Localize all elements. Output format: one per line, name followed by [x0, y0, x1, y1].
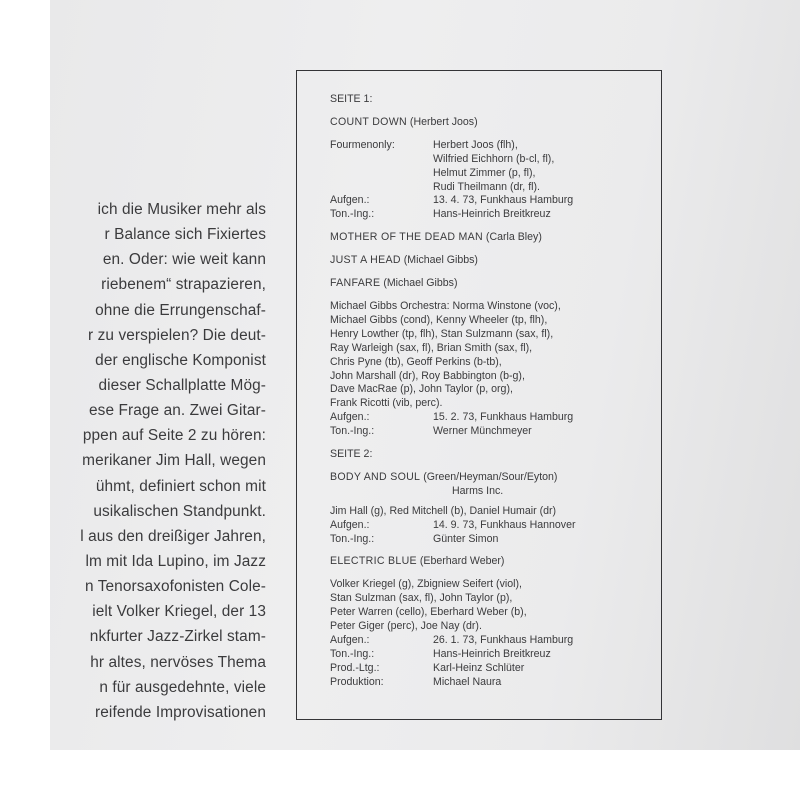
liner-notes-line: en. Oder: wie weit kann	[102, 251, 266, 269]
producer-value: Michael Naura	[433, 675, 502, 688]
personnel-row	[330, 139, 655, 153]
engineer-label: Ton.-Ing.:	[330, 647, 375, 660]
personnel-line: Michael Gibbs Orchestra: Norma Winstone (voc),	[330, 299, 561, 312]
liner-notes-line: ühmt, definiert schon mit	[95, 477, 266, 495]
personnel-line: Peter Giger (perc), Joe Nay (dr).	[330, 620, 482, 633]
liner-notes-line: lm mit Ida Lupino, im Jazz	[85, 552, 266, 570]
liner-notes-line: ppen auf Seite 2 zu hören:	[82, 427, 266, 445]
engineer-label: Ton.-Ing.:	[330, 208, 375, 221]
liner-notes-line: r zu verspielen? Die deut-	[88, 326, 266, 344]
spacer	[330, 546, 655, 555]
personnel-line: Peter Warren (cello), Eberhard Weber (b),	[330, 606, 527, 619]
liner-notes-line: merikaner Jim Hall, wegen	[82, 452, 266, 470]
engineer-label: Ton.-Ing.:	[330, 425, 375, 438]
recording-label: Aufgen.:	[330, 518, 370, 531]
recording-row	[330, 634, 655, 648]
personnel-line: Michael Gibbs (cond), Kenny Wheeler (tp, flh),	[330, 313, 548, 326]
side-2-heading: SEITE 2:	[330, 448, 373, 461]
side-1-heading: SEITE 1:	[330, 93, 373, 105]
producer-label: Produktion:	[330, 675, 384, 688]
personnel-line: Stan Sulzman (sax, fl), John Taylor (p),	[330, 592, 513, 605]
engineer-value: Werner Münchmeyer	[433, 425, 532, 438]
liner-notes-line: ielt Volker Kriegel, der 13	[92, 603, 266, 621]
personnel-line: John Marshall (dr), Roy Babbington (b-g),	[330, 369, 525, 382]
recording-row	[330, 519, 655, 533]
recording-row	[330, 194, 655, 208]
track-title: BODY AND SOUL	[330, 470, 421, 483]
recording-value: 15. 2. 73, Funkhaus Hamburg	[433, 411, 574, 424]
engineer-label: Ton.-Ing.:	[330, 532, 375, 545]
recording-label: Aufgen.:	[330, 634, 370, 646]
liner-notes-line: reifende Improvisationen	[95, 703, 266, 721]
credits-box	[296, 70, 662, 720]
track-heading	[330, 254, 655, 268]
track-heading	[330, 277, 655, 291]
personnel-line: Jim Hall (g), Red Mitchell (b), Daniel Humair (dr)	[330, 504, 557, 517]
production-manager-value: Karl-Heinz Schlüter	[433, 661, 525, 674]
liner-notes-line: ich die Musiker mehr als	[97, 201, 266, 218]
track-composer: (Michael Gibbs)	[383, 277, 458, 290]
band-label: Fourmenonly:	[330, 138, 395, 151]
liner-notes-line: ese Frage an. Zwei Gitar-	[89, 402, 266, 420]
personnel-line: Frank Ricotti (vib, perc).	[330, 397, 443, 410]
personnel-line: Volker Kriegel (g), Zbigniew Seifert (viol),	[330, 578, 522, 591]
liner-notes-line: l aus den dreißiger Jahren,	[80, 527, 266, 545]
producer-row	[330, 676, 655, 690]
track-composer: (Carla Bley)	[485, 231, 542, 244]
track-heading	[330, 555, 655, 569]
personnel-line: Henry Lowther (tp, flh), Stan Sulzmann (sax, fl),	[330, 327, 554, 340]
recording-value: 14. 9. 73, Funkhaus Hannover	[433, 518, 576, 531]
production-manager-label: Prod.-Ltg.:	[330, 661, 380, 674]
liner-notes-column	[50, 197, 266, 725]
liner-notes-line: n für ausgedehnte, viele	[99, 678, 266, 696]
recording-value: 13. 4. 73, Funkhaus Hamburg	[433, 194, 574, 207]
track-title: MOTHER OF THE DEAD MAN	[330, 231, 483, 244]
publisher: Harms Inc.	[452, 484, 504, 497]
recording-row	[330, 411, 655, 425]
engineer-row	[330, 648, 655, 662]
personnel-line: Chris Pyne (tb), Geoff Perkins (b-tb),	[330, 355, 502, 368]
personnel-line: Wilfried Eichhorn (b-cl, fl),	[433, 152, 555, 165]
record-sleeve-page	[50, 0, 800, 750]
track-title: JUST A HEAD	[330, 254, 401, 267]
recording-label: Aufgen.:	[330, 194, 370, 207]
liner-notes-line: dieser Schallplatte Mög-	[98, 376, 266, 394]
production-manager-row	[330, 662, 655, 676]
track-composer: (Herbert Joos)	[409, 115, 478, 128]
personnel-line: Helmut Zimmer (p, fl),	[433, 166, 536, 179]
track-composer: (Michael Gibbs)	[403, 254, 478, 267]
track-composer: (Green/Heyman/Sour/Eyton)	[423, 470, 558, 483]
liner-notes-line: ohne die Errungenschaf-	[95, 301, 266, 319]
engineer-row	[330, 425, 655, 439]
engineer-row	[330, 533, 655, 547]
track-heading	[330, 471, 655, 485]
liner-notes-line: nkfurter Jazz-Zirkel stam-	[89, 628, 266, 646]
liner-notes-line: hr altes, nervöses Thema	[90, 653, 266, 671]
personnel-line: Ray Warleigh (sax, fl), Brian Smith (sax, fl),	[330, 341, 533, 354]
liner-notes-line: riebenem“ strapazieren,	[101, 276, 266, 294]
personnel-line: Dave MacRae (p), John Taylor (p, org),	[330, 383, 513, 396]
track-title: COUNT DOWN	[330, 115, 407, 128]
engineer-row	[330, 208, 655, 222]
personnel-line: Rudi Theilmann (dr, fl).	[433, 180, 540, 193]
liner-notes-line: der englische Komponist	[95, 351, 266, 369]
spacer	[330, 222, 655, 231]
engineer-value: Günter Simon	[433, 532, 499, 545]
liner-notes-line: usikalischen Standpunkt.	[93, 502, 266, 520]
liner-notes-line: r Balance sich Fixiertes	[104, 226, 266, 244]
spacer	[330, 439, 655, 448]
recording-label: Aufgen.:	[330, 411, 370, 424]
credits-list	[330, 93, 655, 690]
track-heading	[330, 231, 655, 245]
personnel-line: Herbert Joos (flh),	[433, 138, 518, 151]
engineer-value: Hans-Heinrich Breitkreuz	[433, 208, 551, 221]
track-title: ELECTRIC BLUE	[330, 555, 417, 568]
track-heading	[330, 116, 655, 130]
recording-value: 26. 1. 73, Funkhaus Hamburg	[433, 634, 574, 646]
track-composer: (Eberhard Weber)	[419, 555, 505, 568]
liner-notes-line: n Tenorsaxofonisten Cole-	[84, 578, 266, 596]
track-title: FANFARE	[330, 277, 381, 290]
engineer-value: Hans-Heinrich Breitkreuz	[433, 647, 551, 660]
